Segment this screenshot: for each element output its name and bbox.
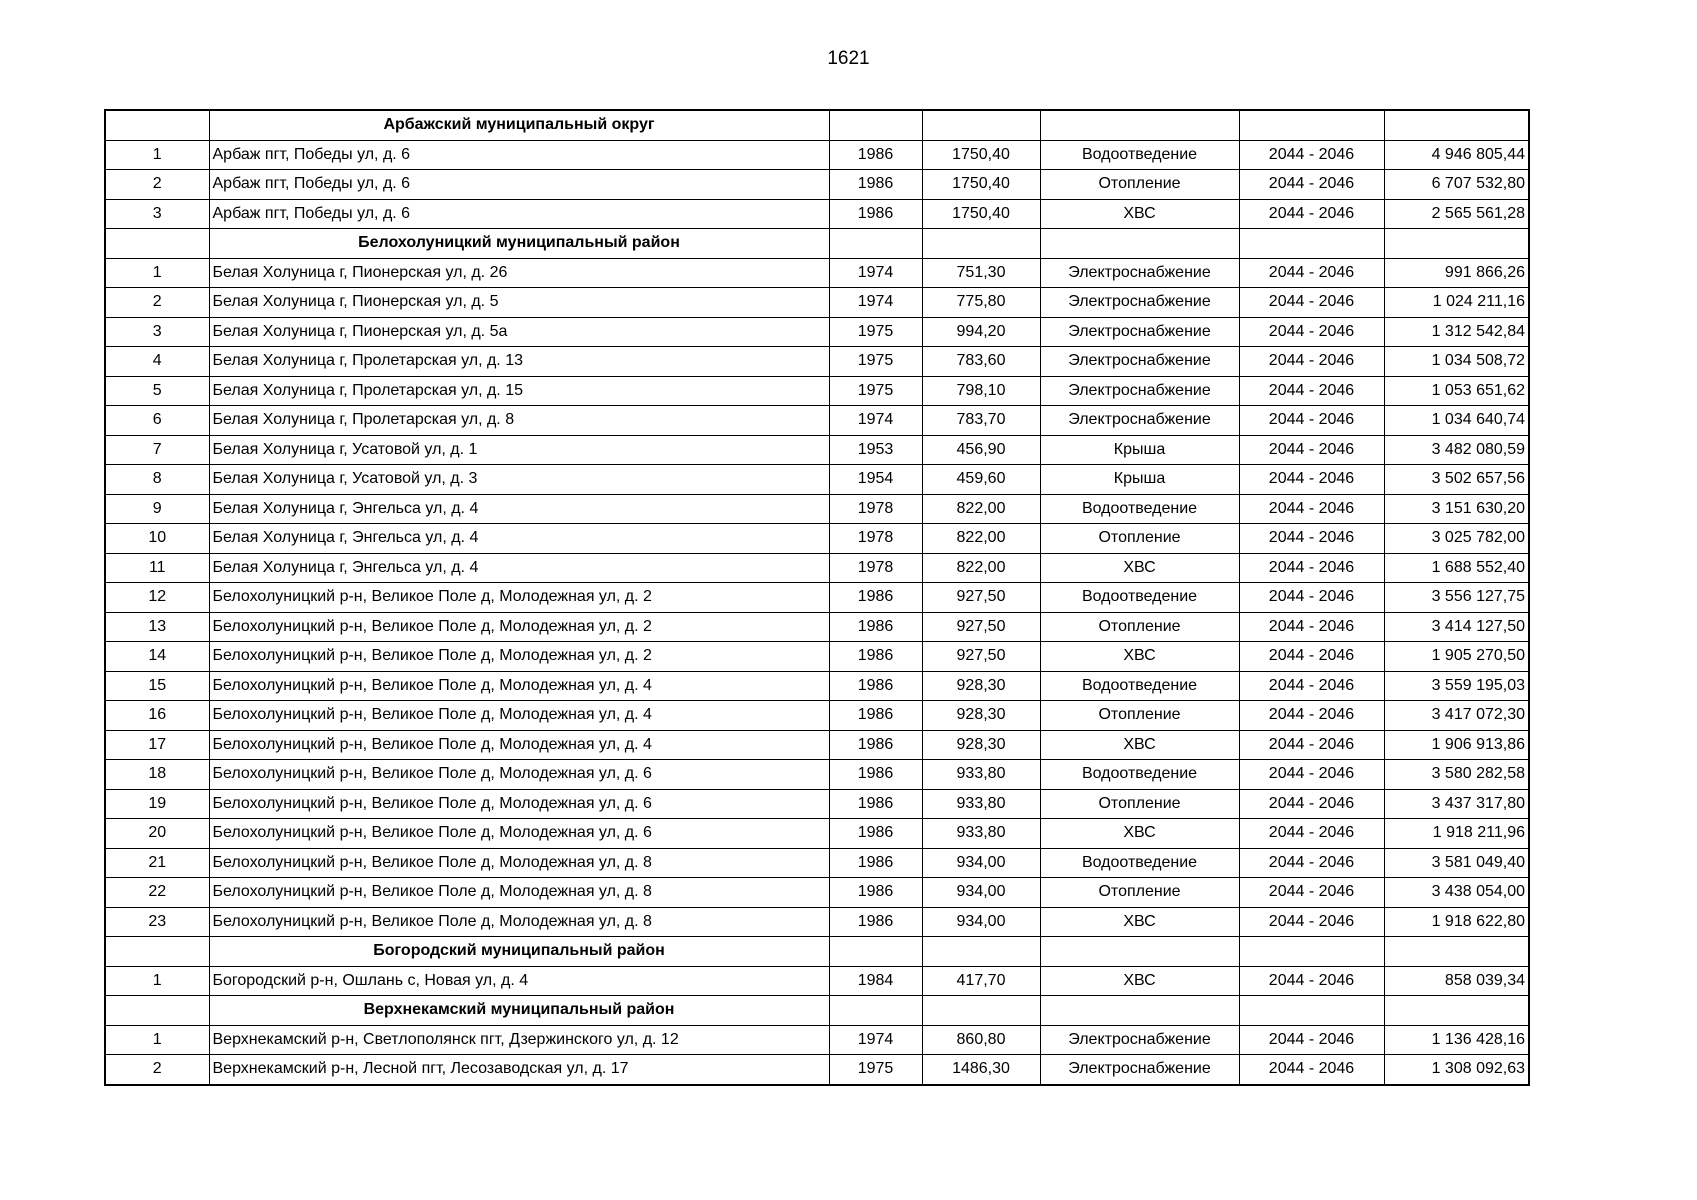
cost-cell: 1 053 651,62 [1384,376,1529,406]
cost-cell: 3 417 072,30 [1384,701,1529,731]
table-row [105,494,1529,524]
section-title: Арбажский муниципальный округ [209,110,829,140]
period-cell: 2044 - 2046 [1239,406,1384,436]
row-number-cell: 15 [105,671,209,701]
empty-cell [829,996,922,1026]
period-cell: 2044 - 2046 [1239,878,1384,908]
address-cell: Белая Холуница г, Пролетарская ул, д. 15 [209,376,829,406]
work-type-cell: Электроснабжение [1040,258,1239,288]
address-cell: Верхнекамский р-н, Светлополянск пгт, Дзержинского ул, д. 12 [209,1025,829,1055]
cost-cell: 1 905 270,50 [1384,642,1529,672]
table-row [105,848,1529,878]
table-row [105,406,1529,436]
area-cell: 775,80 [922,288,1040,318]
year-built-cell: 1975 [829,347,922,377]
work-type-cell: ХВС [1040,966,1239,996]
area-cell: 928,30 [922,730,1040,760]
empty-cell [1239,996,1384,1026]
table-row [105,170,1529,200]
table-row [105,1055,1529,1085]
address-cell: Белая Холуница г, Энгельса ул, д. 4 [209,494,829,524]
area-cell: 927,50 [922,612,1040,642]
work-type-cell: Водоотведение [1040,583,1239,613]
cost-cell: 3 438 054,00 [1384,878,1529,908]
table-body [105,110,1529,1085]
row-number-cell: 1 [105,1025,209,1055]
address-cell: Белая Холуница г, Пролетарская ул, д. 13 [209,347,829,377]
row-number-cell: 12 [105,583,209,613]
address-cell: Арбаж пгт, Победы ул, д. 6 [209,170,829,200]
empty-cell [105,996,209,1026]
year-built-cell: 1986 [829,671,922,701]
area-cell: 933,80 [922,760,1040,790]
empty-cell [1040,996,1239,1026]
row-number-cell: 2 [105,288,209,318]
empty-cell [829,229,922,259]
address-cell: Белохолуницкий р-н, Великое Поле д, Молодежная ул, д. 2 [209,642,829,672]
section-title: Верхнекамский муниципальный район [209,996,829,1026]
empty-cell [105,937,209,967]
empty-cell [1239,937,1384,967]
cost-cell: 1 308 092,63 [1384,1055,1529,1085]
cost-cell: 4 946 805,44 [1384,140,1529,170]
cost-cell: 3 482 080,59 [1384,435,1529,465]
table-row [105,760,1529,790]
empty-cell [1384,229,1529,259]
section-header-row [105,937,1529,967]
year-built-cell: 1986 [829,612,922,642]
row-number-cell: 1 [105,966,209,996]
row-number-cell: 6 [105,406,209,436]
period-cell: 2044 - 2046 [1239,848,1384,878]
area-cell: 1750,40 [922,199,1040,229]
empty-cell [1239,229,1384,259]
address-cell: Белохолуницкий р-н, Великое Поле д, Молодежная ул, д. 6 [209,819,829,849]
period-cell: 2044 - 2046 [1239,553,1384,583]
row-number-cell: 1 [105,258,209,288]
empty-cell [1384,110,1529,140]
table-row [105,966,1529,996]
cost-cell: 1 034 640,74 [1384,406,1529,436]
work-type-cell: ХВС [1040,907,1239,937]
cost-cell: 1 136 428,16 [1384,1025,1529,1055]
work-type-cell: Крыша [1040,435,1239,465]
year-built-cell: 1986 [829,170,922,200]
area-cell: 928,30 [922,671,1040,701]
area-cell: 751,30 [922,258,1040,288]
cost-cell: 991 866,26 [1384,258,1529,288]
address-cell: Белохолуницкий р-н, Великое Поле д, Молодежная ул, д. 2 [209,583,829,613]
row-number-cell: 22 [105,878,209,908]
empty-cell [829,937,922,967]
table-row [105,819,1529,849]
period-cell: 2044 - 2046 [1239,701,1384,731]
area-cell: 417,70 [922,966,1040,996]
page-number: 1621 [827,48,870,69]
period-cell: 2044 - 2046 [1239,288,1384,318]
area-cell: 783,70 [922,406,1040,436]
work-type-cell: Отопление [1040,789,1239,819]
area-cell: 860,80 [922,1025,1040,1055]
area-cell: 822,00 [922,524,1040,554]
work-type-cell: Отопление [1040,524,1239,554]
row-number-cell: 9 [105,494,209,524]
year-built-cell: 1986 [829,140,922,170]
work-type-cell: ХВС [1040,819,1239,849]
empty-cell [1040,110,1239,140]
work-type-cell: Электроснабжение [1040,1055,1239,1085]
period-cell: 2044 - 2046 [1239,966,1384,996]
cost-cell: 1 918 211,96 [1384,819,1529,849]
area-cell: 1750,40 [922,140,1040,170]
empty-cell [922,229,1040,259]
table-row [105,435,1529,465]
year-built-cell: 1974 [829,406,922,436]
capital-repair-table [104,109,1530,1086]
address-cell: Богородский р-н, Ошлань с, Новая ул, д. 4 [209,966,829,996]
work-type-cell: Отопление [1040,612,1239,642]
cost-cell: 3 437 317,80 [1384,789,1529,819]
cost-cell: 3 581 049,40 [1384,848,1529,878]
table-row [105,465,1529,495]
area-cell: 927,50 [922,642,1040,672]
year-built-cell: 1953 [829,435,922,465]
address-cell: Арбаж пгт, Победы ул, д. 6 [209,199,829,229]
year-built-cell: 1986 [829,701,922,731]
cost-cell: 1 312 542,84 [1384,317,1529,347]
year-built-cell: 1974 [829,1025,922,1055]
work-type-cell: ХВС [1040,730,1239,760]
area-cell: 1486,30 [922,1055,1040,1085]
row-number-cell: 13 [105,612,209,642]
table-row [105,612,1529,642]
table-row [105,140,1529,170]
empty-cell [1040,229,1239,259]
area-cell: 933,80 [922,819,1040,849]
year-built-cell: 1978 [829,553,922,583]
period-cell: 2044 - 2046 [1239,907,1384,937]
period-cell: 2044 - 2046 [1239,317,1384,347]
year-built-cell: 1978 [829,494,922,524]
period-cell: 2044 - 2046 [1239,642,1384,672]
empty-cell [922,937,1040,967]
address-cell: Арбаж пгт, Победы ул, д. 6 [209,140,829,170]
year-built-cell: 1986 [829,819,922,849]
address-cell: Белохолуницкий р-н, Великое Поле д, Молодежная ул, д. 6 [209,760,829,790]
address-cell: Белохолуницкий р-н, Великое Поле д, Молодежная ул, д. 8 [209,878,829,908]
section-title: Белохолуницкий муниципальный район [209,229,829,259]
area-cell: 822,00 [922,553,1040,583]
row-number-cell: 18 [105,760,209,790]
year-built-cell: 1986 [829,789,922,819]
empty-cell [1384,996,1529,1026]
table-row [105,730,1529,760]
period-cell: 2044 - 2046 [1239,819,1384,849]
table-row [105,199,1529,229]
period-cell: 2044 - 2046 [1239,347,1384,377]
period-cell: 2044 - 2046 [1239,435,1384,465]
area-cell: 934,00 [922,907,1040,937]
period-cell: 2044 - 2046 [1239,1025,1384,1055]
address-cell: Белохолуницкий р-н, Великое Поле д, Молодежная ул, д. 8 [209,848,829,878]
work-type-cell: Водоотведение [1040,494,1239,524]
row-number-cell: 11 [105,553,209,583]
address-cell: Белохолуницкий р-н, Великое Поле д, Молодежная ул, д. 8 [209,907,829,937]
work-type-cell: Крыша [1040,465,1239,495]
table-row [105,583,1529,613]
area-cell: 934,00 [922,848,1040,878]
area-cell: 928,30 [922,701,1040,731]
work-type-cell: Водоотведение [1040,760,1239,790]
year-built-cell: 1986 [829,760,922,790]
area-cell: 934,00 [922,878,1040,908]
cost-cell: 858 039,34 [1384,966,1529,996]
section-title: Богородский муниципальный район [209,937,829,967]
empty-cell [1384,937,1529,967]
area-cell: 459,60 [922,465,1040,495]
year-built-cell: 1974 [829,258,922,288]
cost-cell: 3 556 127,75 [1384,583,1529,613]
year-built-cell: 1986 [829,199,922,229]
address-cell: Белая Холуница г, Пионерская ул, д. 5 [209,288,829,318]
table-row [105,671,1529,701]
address-cell: Белая Холуница г, Усатовой ул, д. 3 [209,465,829,495]
year-built-cell: 1986 [829,730,922,760]
period-cell: 2044 - 2046 [1239,1055,1384,1085]
year-built-cell: 1974 [829,288,922,318]
section-header-row [105,229,1529,259]
address-cell: Белая Холуница г, Пролетарская ул, д. 8 [209,406,829,436]
area-cell: 933,80 [922,789,1040,819]
work-type-cell: ХВС [1040,553,1239,583]
row-number-cell: 16 [105,701,209,731]
address-cell: Белохолуницкий р-н, Великое Поле д, Молодежная ул, д. 4 [209,730,829,760]
period-cell: 2044 - 2046 [1239,199,1384,229]
table-row [105,1025,1529,1055]
table-row [105,376,1529,406]
area-cell: 783,60 [922,347,1040,377]
empty-cell [105,229,209,259]
address-cell: Белохолуницкий р-н, Великое Поле д, Молодежная ул, д. 4 [209,671,829,701]
address-cell: Верхнекамский р-н, Лесной пгт, Лесозаводская ул, д. 17 [209,1055,829,1085]
area-cell: 1750,40 [922,170,1040,200]
table-row [105,258,1529,288]
work-type-cell: ХВС [1040,199,1239,229]
work-type-cell: Электроснабжение [1040,1025,1239,1055]
cost-cell: 3 414 127,50 [1384,612,1529,642]
work-type-cell: Отопление [1040,878,1239,908]
work-type-cell: Электроснабжение [1040,347,1239,377]
row-number-cell: 2 [105,1055,209,1085]
work-type-cell: Отопление [1040,701,1239,731]
table-row [105,553,1529,583]
table-row [105,642,1529,672]
work-type-cell: Электроснабжение [1040,288,1239,318]
address-cell: Белая Холуница г, Энгельса ул, д. 4 [209,524,829,554]
table-row [105,347,1529,377]
cost-cell: 3 559 195,03 [1384,671,1529,701]
period-cell: 2044 - 2046 [1239,730,1384,760]
year-built-cell: 1986 [829,878,922,908]
period-cell: 2044 - 2046 [1239,258,1384,288]
year-built-cell: 1986 [829,583,922,613]
year-built-cell: 1984 [829,966,922,996]
year-built-cell: 1975 [829,317,922,347]
work-type-cell: Отопление [1040,170,1239,200]
table-row [105,524,1529,554]
section-header-row [105,996,1529,1026]
year-built-cell: 1986 [829,848,922,878]
empty-cell [829,110,922,140]
cost-cell: 3 502 657,56 [1384,465,1529,495]
work-type-cell: Водоотведение [1040,140,1239,170]
section-header-row [105,110,1529,140]
area-cell: 822,00 [922,494,1040,524]
cost-cell: 1 024 211,16 [1384,288,1529,318]
cost-cell: 3 025 782,00 [1384,524,1529,554]
row-number-cell: 19 [105,789,209,819]
row-number-cell: 23 [105,907,209,937]
period-cell: 2044 - 2046 [1239,612,1384,642]
empty-cell [105,110,209,140]
address-cell: Белая Холуница г, Энгельса ул, д. 4 [209,553,829,583]
row-number-cell: 21 [105,848,209,878]
row-number-cell: 8 [105,465,209,495]
row-number-cell: 10 [105,524,209,554]
address-cell: Белохолуницкий р-н, Великое Поле д, Молодежная ул, д. 6 [209,789,829,819]
work-type-cell: Электроснабжение [1040,317,1239,347]
address-cell: Белая Холуница г, Пионерская ул, д. 26 [209,258,829,288]
area-cell: 927,50 [922,583,1040,613]
row-number-cell: 7 [105,435,209,465]
address-cell: Белохолуницкий р-н, Великое Поле д, Молодежная ул, д. 4 [209,701,829,731]
period-cell: 2044 - 2046 [1239,140,1384,170]
row-number-cell: 2 [105,170,209,200]
cost-cell: 3 151 630,20 [1384,494,1529,524]
year-built-cell: 1986 [829,642,922,672]
empty-cell [1239,110,1384,140]
area-cell: 994,20 [922,317,1040,347]
year-built-cell: 1975 [829,376,922,406]
period-cell: 2044 - 2046 [1239,524,1384,554]
area-cell: 798,10 [922,376,1040,406]
work-type-cell: Электроснабжение [1040,376,1239,406]
table-row [105,789,1529,819]
cost-cell: 1 906 913,86 [1384,730,1529,760]
address-cell: Белая Холуница г, Пионерская ул, д. 5а [209,317,829,347]
row-number-cell: 14 [105,642,209,672]
address-cell: Белохолуницкий р-н, Великое Поле д, Молодежная ул, д. 2 [209,612,829,642]
table-row [105,317,1529,347]
period-cell: 2044 - 2046 [1239,494,1384,524]
year-built-cell: 1978 [829,524,922,554]
row-number-cell: 5 [105,376,209,406]
period-cell: 2044 - 2046 [1239,789,1384,819]
cost-cell: 1 918 622,80 [1384,907,1529,937]
work-type-cell: Водоотведение [1040,671,1239,701]
period-cell: 2044 - 2046 [1239,760,1384,790]
row-number-cell: 3 [105,199,209,229]
cost-cell: 3 580 282,58 [1384,760,1529,790]
cost-cell: 1 034 508,72 [1384,347,1529,377]
period-cell: 2044 - 2046 [1239,583,1384,613]
year-built-cell: 1975 [829,1055,922,1085]
period-cell: 2044 - 2046 [1239,671,1384,701]
table-row [105,701,1529,731]
row-number-cell: 3 [105,317,209,347]
work-type-cell: Водоотведение [1040,848,1239,878]
table-row [105,288,1529,318]
empty-cell [1040,937,1239,967]
empty-cell [922,110,1040,140]
table-row [105,878,1529,908]
cost-cell: 1 688 552,40 [1384,553,1529,583]
period-cell: 2044 - 2046 [1239,465,1384,495]
address-cell: Белая Холуница г, Усатовой ул, д. 1 [209,435,829,465]
row-number-cell: 17 [105,730,209,760]
empty-cell [922,996,1040,1026]
work-type-cell: ХВС [1040,642,1239,672]
cost-cell: 6 707 532,80 [1384,170,1529,200]
area-cell: 456,90 [922,435,1040,465]
cost-cell: 2 565 561,28 [1384,199,1529,229]
table-row [105,907,1529,937]
work-type-cell: Электроснабжение [1040,406,1239,436]
row-number-cell: 4 [105,347,209,377]
period-cell: 2044 - 2046 [1239,170,1384,200]
period-cell: 2044 - 2046 [1239,376,1384,406]
year-built-cell: 1954 [829,465,922,495]
year-built-cell: 1986 [829,907,922,937]
row-number-cell: 20 [105,819,209,849]
row-number-cell: 1 [105,140,209,170]
